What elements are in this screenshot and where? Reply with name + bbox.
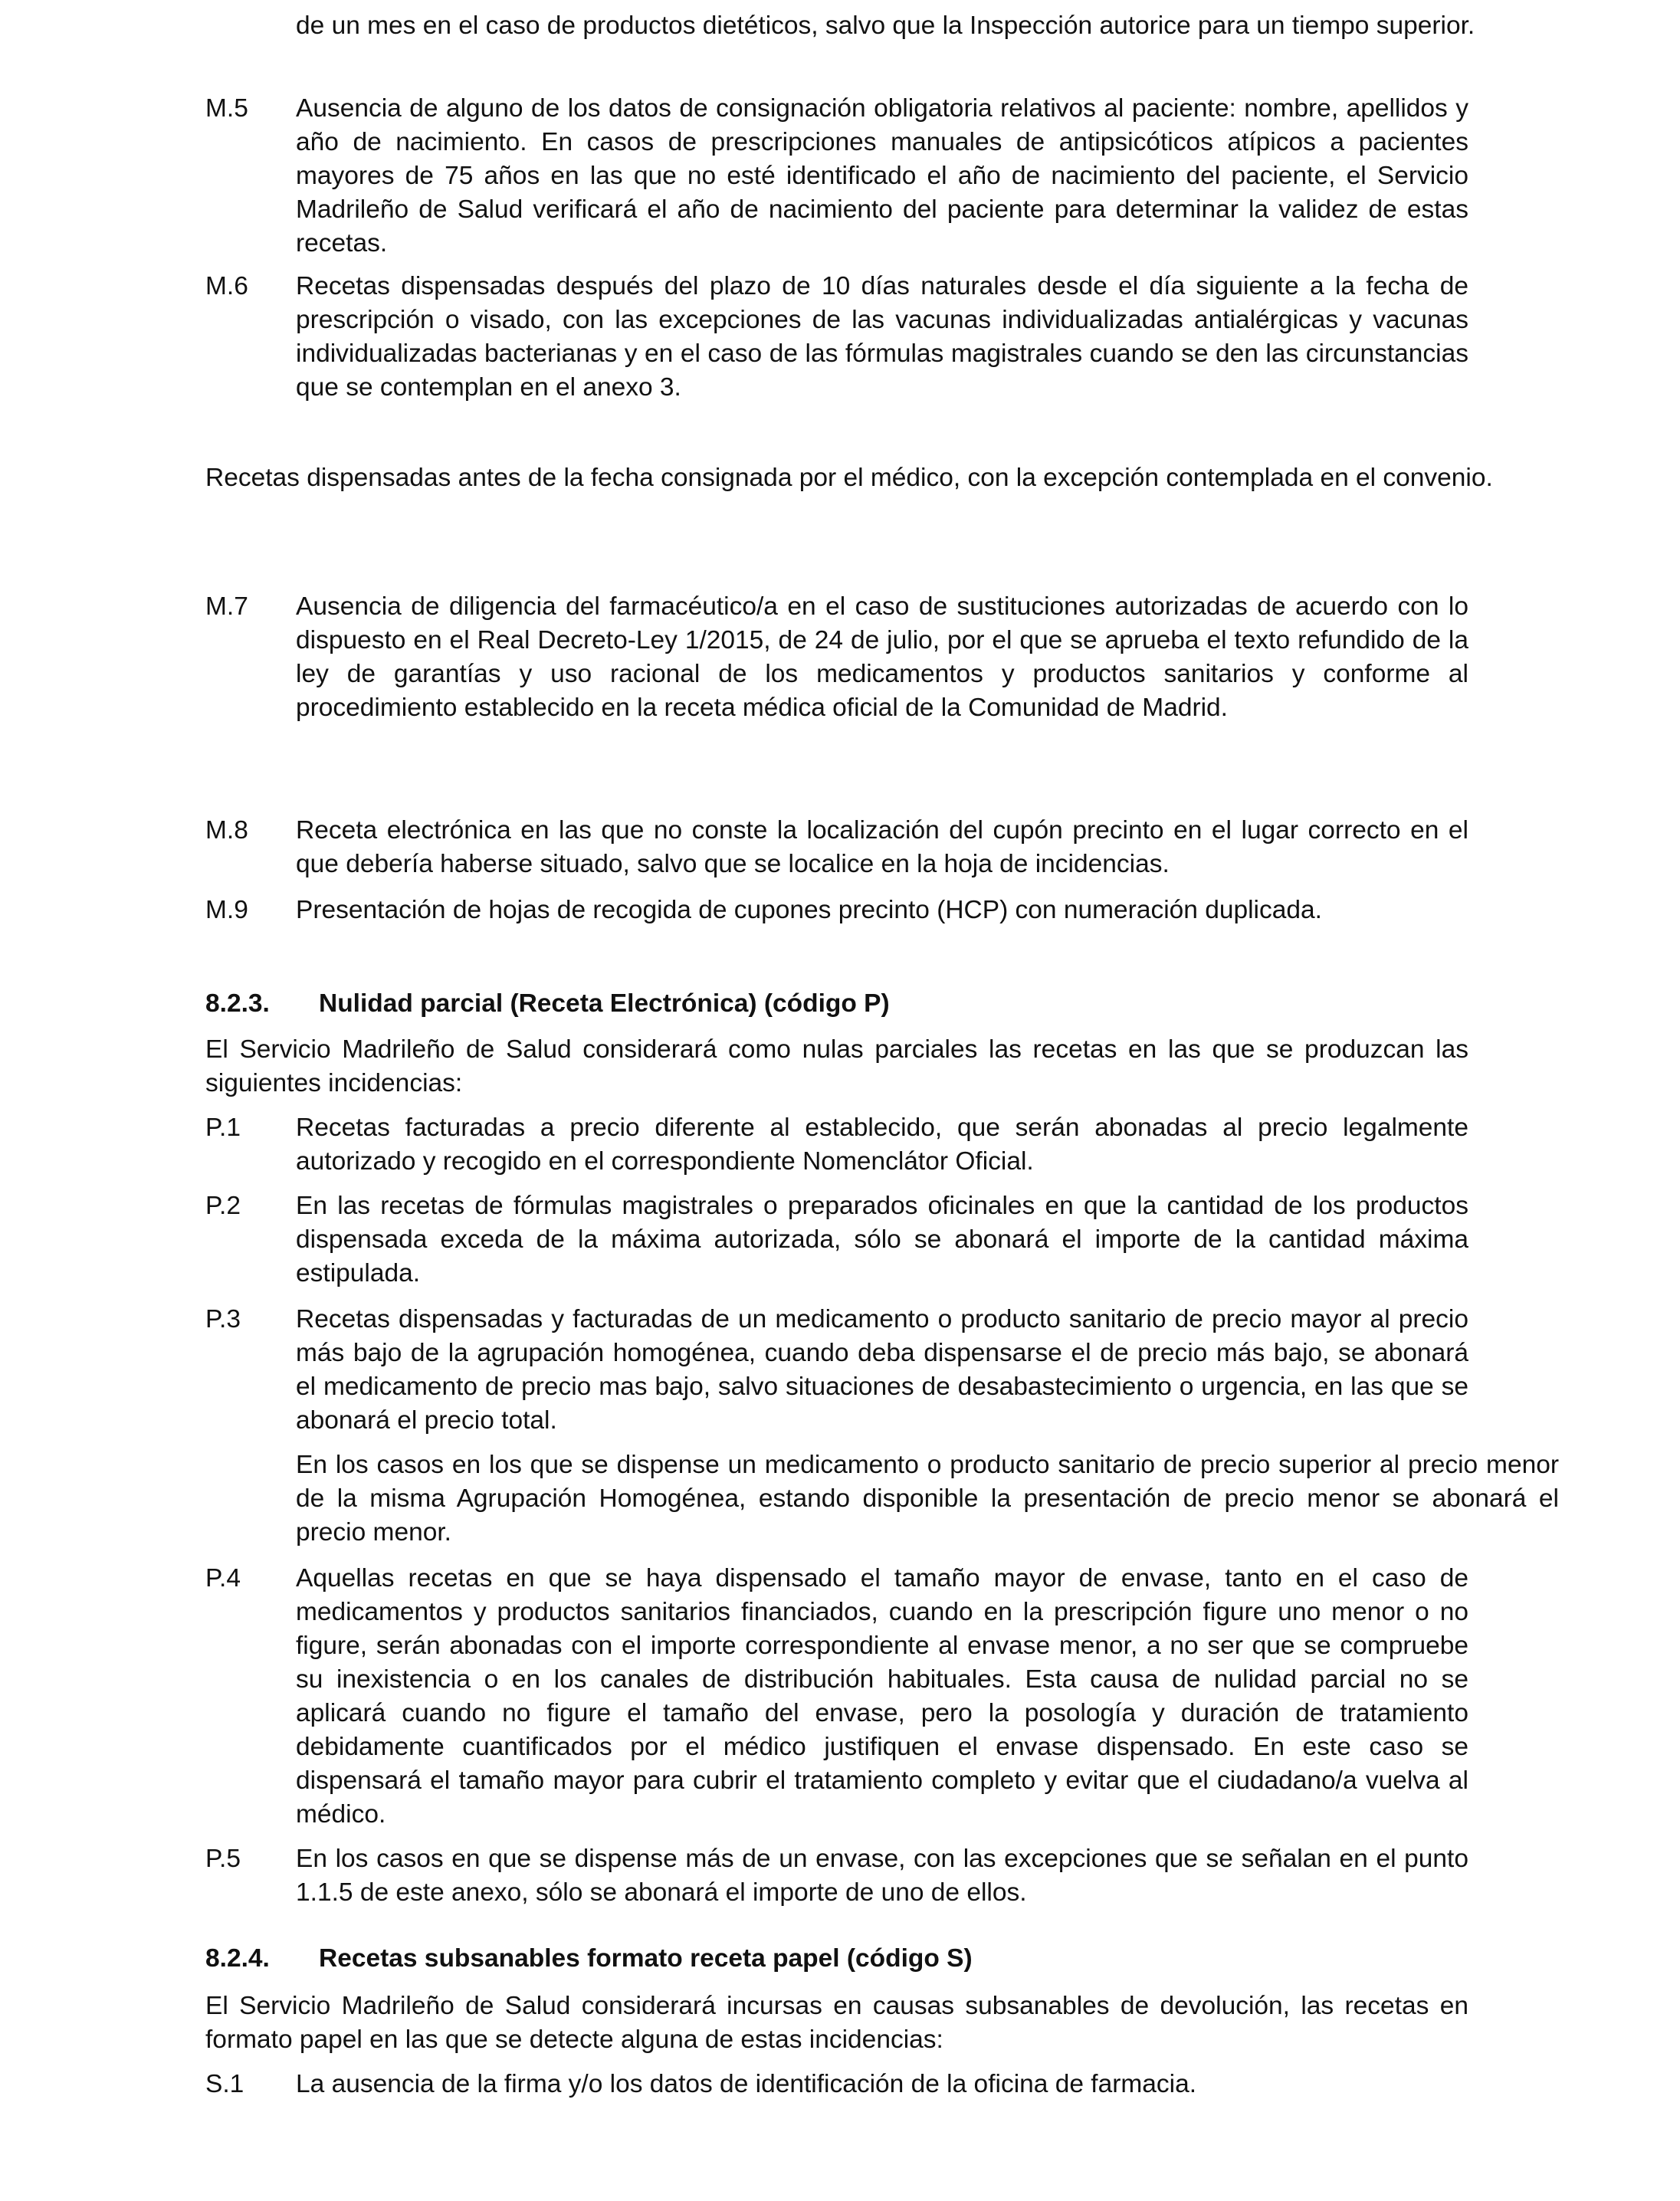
item-code: M.7 [205, 592, 248, 621]
list-item-m9 [205, 894, 1468, 927]
item-text: En los casos en que se dispense más de un envase, con las excepciones que se señalan en el punto 1.1.5 de este anexo, sólo se abonará el importe de uno de ellos. [296, 1845, 1468, 1907]
section-number: 8.2.3. [205, 989, 270, 1018]
section-title: Nulidad parcial (Receta Electrónica) (código P) [319, 989, 890, 1018]
item-code: P.2 [205, 1192, 241, 1220]
item-text: Receta electrónica en las que no conste la localización del cupón precinto en el lugar correcto en el que debería haberse situado, salvo que se localice en la hoja de incidencias. [296, 816, 1468, 878]
item-code: M.9 [205, 896, 248, 924]
item-text: Presentación de hojas de recogida de cupones precinto (HCP) con numeración duplicada. [296, 896, 1322, 924]
list-item-p1 [205, 1111, 1468, 1179]
item-code: M.6 [205, 272, 248, 300]
continuation-paragraph: de un mes en el caso de productos dietéticos, salvo que la Inspección autorice para un tiempo superior. [296, 11, 1475, 40]
item-code: P.3 [205, 1305, 241, 1333]
section-heading-8-2-3 [205, 987, 1468, 1021]
item-text: Ausencia de alguno de los datos de consignación obligatoria relativos al paciente: nombre, apellidos y año de nacimiento. En casos de prescripciones manuales de antipsicóticos atípicos a pacientes mayores de 75 años en las que no esté identificado el año de nacimiento del paciente, el Servicio Madrileño de Salud verificará el año de nacimiento del paciente para determinar la validez de estas recetas. [296, 94, 1468, 257]
item-text: Recetas dispensadas y facturadas de un medicamento o producto sanitario de precio mayor al precio más bajo de la agrupación homogénea, cuando deba dispensarse el de precio más bajo, se abonará el medicamento de precio mas bajo, salvo situaciones de desabastecimiento o urgencia, en las que se abonará el precio total. [296, 1305, 1468, 1435]
section-heading-8-2-4 [205, 1942, 1468, 1976]
item-code: S.1 [205, 2070, 244, 2098]
item-text: Recetas dispensadas después del plazo de 10 días naturales desde el día siguiente a la fecha de prescripción o visado, con las excepciones de las vacunas individualizadas antialérgicas y vacunas individualizadas bacterianas y en el caso de las fórmulas magistrales cuando se den las circunstancias que se contemplan en el anexo 3. [296, 272, 1468, 402]
item-code: P.4 [205, 1564, 241, 1593]
item-code: P.5 [205, 1845, 241, 1873]
list-item-m8 [205, 814, 1468, 881]
item-text: En las recetas de fórmulas magistrales o preparados oficinales en que la cantidad de los productos dispensada exceda de la máxima autorizada, sólo se abonará el importe de la cantidad máxima estipulada. [296, 1192, 1468, 1287]
list-item-m7 [205, 590, 1468, 725]
item-text: La ausencia de la firma y/o los datos de identificación de la oficina de farmacia. [296, 2070, 1197, 2098]
list-item-m5 [205, 92, 1468, 261]
section-intro: El Servicio Madrileño de Salud considerará incursas en causas subsanables de devolución, las recetas en formato papel en las que se detecte alguna de estas incidencias: [205, 1992, 1468, 2054]
p3-extra-paragraph: En los casos en los que se dispense un medicamento o producto sanitario de precio superior al precio menor de la misma Agrupación Homogénea, estando disponible la presentación de precio menor se abonará el precio menor. [296, 1451, 1559, 1547]
list-item-p3 [205, 1303, 1468, 1438]
list-item-p4 [205, 1562, 1468, 1832]
list-item-s1 [205, 2068, 1468, 2101]
item-text: Ausencia de diligencia del farmacéutico/a en el caso de sustituciones autorizadas de acuerdo con lo dispuesto en el Real Decreto-Ley 1/2015, de 24 de julio, por el que se aprueba el texto refundido de la ley de garantías y uso racional de los medicamentos y productos sanitarios y conforme al procedimiento establecido en la receta médica oficial de la Comunidad de Madrid. [296, 592, 1468, 722]
item-text: Recetas facturadas a precio diferente al establecido, que serán abonadas al precio legalmente autorizado y recogido en el correspondiente Nomenclátor Oficial. [296, 1114, 1468, 1176]
item-code: P.1 [205, 1114, 241, 1142]
list-item-p5 [205, 1842, 1468, 1910]
item-code: M.5 [205, 94, 248, 123]
item-code: M.8 [205, 816, 248, 845]
list-item-m6 [205, 270, 1468, 405]
list-item-p2 [205, 1189, 1468, 1291]
section-intro: El Servicio Madrileño de Salud considerará como nulas parciales las recetas en las que se produzcan las siguientes incidencias: [205, 1035, 1468, 1097]
section-title: Recetas subsanables formato receta papel (código S) [319, 1944, 973, 1973]
section-number: 8.2.4. [205, 1944, 270, 1973]
item-text: Aquellas recetas en que se haya dispensado el tamaño mayor de envase, tanto en el caso de medicamentos y productos sanitarios financiados, cuando en la prescripción figure uno menor o no figure, serán abonadas con el importe correspondiente al envase menor, a no ser que se compruebe su inexistencia o en los canales de distribución habituales. Esta causa de nulidad parcial no se aplicará cuando no figure el tamaño del envase, pero la posología y duración de tratamiento debidamente cuantificados por el médico justifiquen el envase dispensado. En este caso se dispensará el tamaño mayor para cubrir el tratamiento completo y evitar que el ciudadano/a vuelva al médico. [296, 1564, 1468, 1829]
unnumbered-paragraph: Recetas dispensadas antes de la fecha consignada por el médico, con la excepción contemplada en el convenio. [205, 464, 1493, 492]
